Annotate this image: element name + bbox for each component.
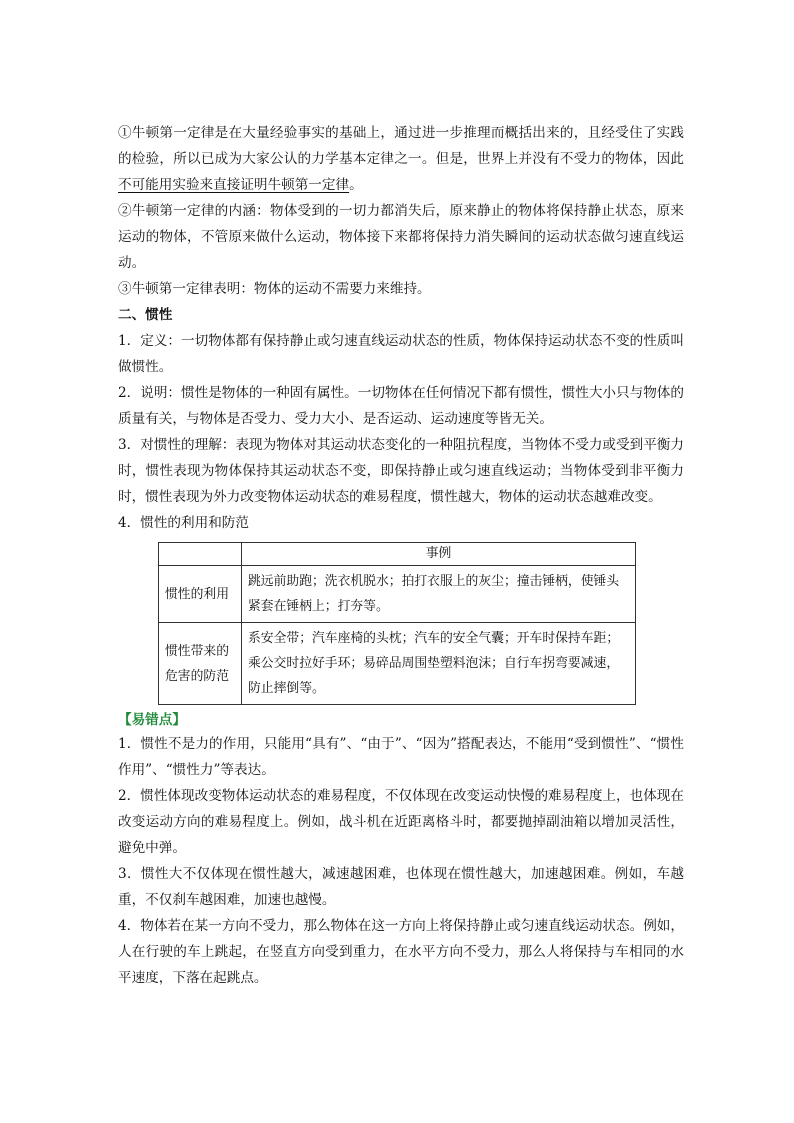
newton-paragraph-2: ②牛顿第一定律的内涵：物体受到的一切力都消失后，原来静止的物体将保持静止状态，原来运动的物体，不管原来做什么运动，物体接下来都将保持力消失瞬间的运动状态做匀速直线运动。	[118, 203, 684, 271]
errors-title: 【易错点】	[118, 712, 186, 728]
newton-paragraph-1	[118, 120, 684, 198]
error-item-3: 3．惯性大不仅体现在惯性越大，减速越困难，也体现在惯性越大，加速越困难。例如，车越重，不仅刹车越困难，加速也越慢。	[118, 866, 684, 908]
newton-p1-underlined: 不可能用实验来直接证明牛顿第一定律	[118, 177, 350, 193]
inertia-item-3: 3．对惯性的理解：表现为物体对其运动状态变化的一种阻抗程度，当物体不受力或受到平衡力时，惯性表现为物体保持其运动状态不变，即保持静止或匀速直线运动；当物体受到非平衡力时，惯性表现为外力改变物体运动状态的难易程度，惯性越大，物体的运动状态越难改变。	[118, 437, 684, 505]
document-page	[118, 120, 684, 991]
inertia-item-1: 1．定义：一切物体都有保持静止或匀速直线运动状态的性质，物体保持运动状态不变的性质叫做惯性。	[118, 333, 684, 375]
table-row-content: 跳远前助跑；洗衣机脱水；拍打衣服上的灰尘；撞击锤柄，使锤头紧套在锤柄上；打夯等。	[242, 566, 636, 623]
newton-paragraph-3: ③牛顿第一定律表明：物体的运动不需要力来维持。	[118, 281, 431, 297]
inertia-heading: 二、惯性	[118, 307, 173, 323]
inertia-table	[158, 542, 636, 705]
table-row-label: 惯性的利用	[159, 566, 242, 623]
table-header-right: 事例	[242, 543, 636, 566]
error-item-2: 2．惯性体现改变物体运动状态的难易程度，不仅体现在改变运动快慢的难易程度上，也体现在改变运动方向的难易程度上。例如，战斗机在近距离格斗时，都要抛掉副油箱以增加灵活性，避免中弹。	[118, 788, 684, 856]
error-item-4: 4．物体若在某一方向不受力，那么物体在这一方向上将保持静止或匀速直线运动状态。例如，人在行驶的车上跳起，在竖直方向受到重力，在水平方向不受力，那么人将保持与车相同的水平速度，下落在起跳点。	[118, 918, 684, 986]
table-header-left	[159, 543, 242, 566]
table-header-row	[159, 543, 636, 566]
newton-p1-end: 。	[349, 177, 363, 193]
table-row	[159, 566, 636, 623]
inertia-item-2: 2．说明：惯性是物体的一种固有属性。一切物体在任何情况下都有惯性，惯性大小只与物体的质量有关，与物体是否受力、受力大小、是否运动、运动速度等皆无关。	[118, 385, 684, 427]
newton-p1-text: ①牛顿第一定律是在大量经验事实的基础上，通过进一步推理而概括出来的，且经受住了实践的检验，所以已成为大家公认的力学基本定律之一。但是，世界上并没有不受力的物体，因此	[118, 125, 684, 167]
table-row-label: 惯性带来的危害的防范	[159, 623, 242, 705]
error-item-1: 1．惯性不是力的作用，只能用“具有”、“由于”、“因为”搭配表达，不能用“受到惯性”、“惯性作用”、“惯性力”等表达。	[118, 736, 684, 778]
inertia-item-4: 4．惯性的利用和防范	[118, 515, 249, 531]
table-row	[159, 623, 636, 705]
table-row-content: 系安全带；汽车座椅的头枕；汽车的安全气囊；开车时保持车距；乘公交时拉好手环；易碎品周围垫塑料泡沫；自行车拐弯要减速，防止摔倒等。	[242, 623, 636, 705]
